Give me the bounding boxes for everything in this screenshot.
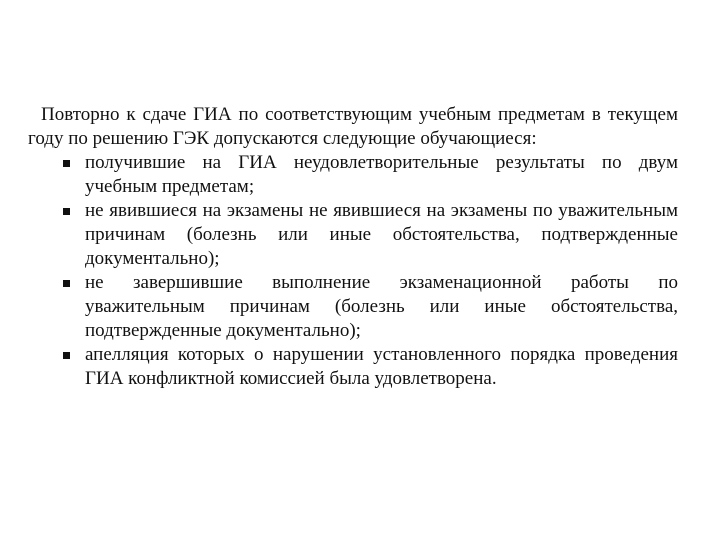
list-item-text: не завершившие выполнение экзаменационной работы по уважительным причинам (болезнь или иные обстоятельства, подтвержденные документально); bbox=[85, 272, 678, 341]
list-item bbox=[85, 271, 678, 343]
list-item bbox=[85, 151, 678, 199]
list-item-text: не явившиеся на экзамены не явившиеся на экзамены по уважительным причинам (болезнь или иные обстоятельства, подтвержденные документально); bbox=[85, 200, 678, 269]
list-item-text: получившие на ГИА неудовлетворительные результаты по двум учебным предметам; bbox=[85, 152, 678, 197]
list-item bbox=[85, 343, 678, 391]
list-item-text: апелляция которых о нарушении установленного порядка проведения ГИА конфликтной комиссией была удовлетворена. bbox=[85, 344, 678, 389]
list-item bbox=[85, 199, 678, 271]
square-bullet-icon bbox=[63, 160, 70, 167]
square-bullet-icon bbox=[63, 280, 70, 287]
slide-body bbox=[28, 103, 678, 391]
bullet-list bbox=[28, 151, 678, 391]
square-bullet-icon bbox=[63, 352, 70, 359]
intro-paragraph: Повторно к сдаче ГИА по соответствующим учебным предметам в текущем году по решению ГЭК допускаются следующие обучающиеся: bbox=[28, 104, 678, 149]
square-bullet-icon bbox=[63, 208, 70, 215]
